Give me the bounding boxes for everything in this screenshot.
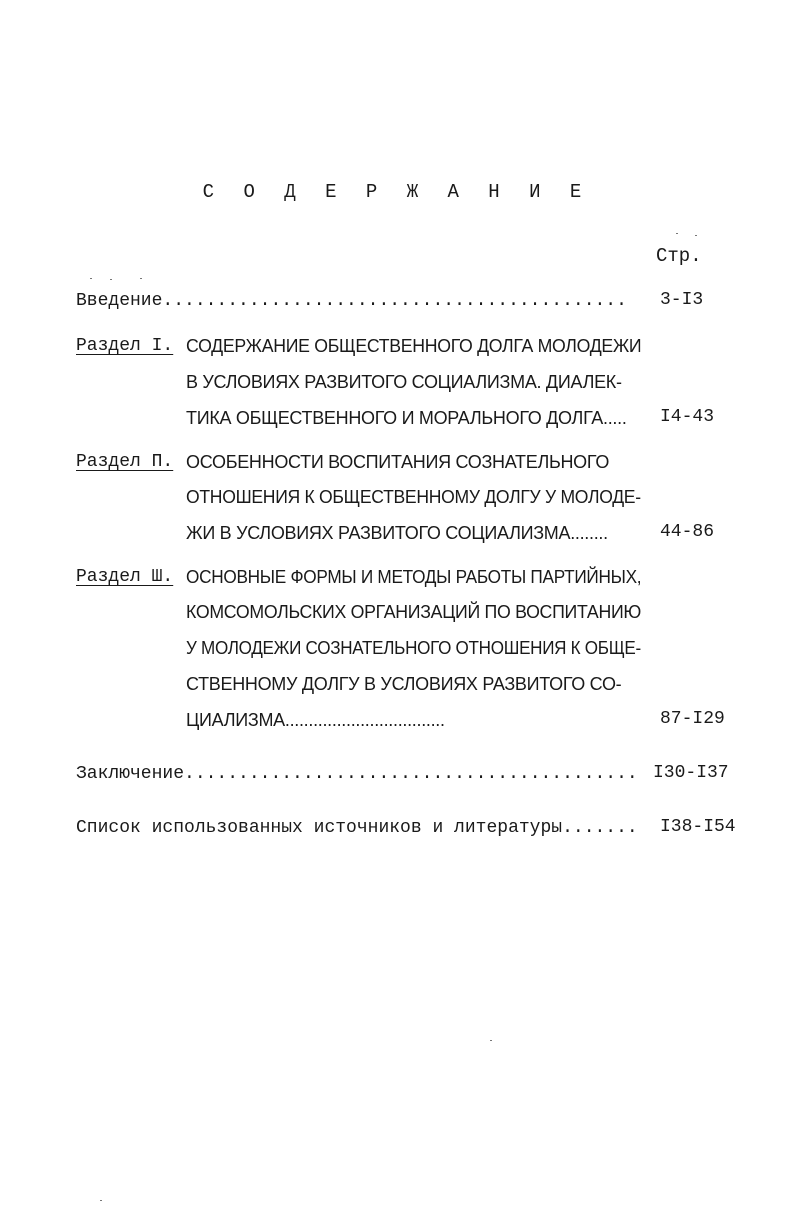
toc-entry-conclusion bbox=[76, 763, 638, 785]
section-title-line: ЖИ В УСЛОВИЯХ РАЗВИТОГО СОЦИАЛИЗМА........ bbox=[186, 523, 608, 543]
section-title-line: СТВЕННОМУ ДОЛГУ В УСЛОВИЯХ РАЗВИТОГО СО- bbox=[186, 674, 622, 694]
section-title-line: В УСЛОВИЯХ РАЗВИТОГО СОЦИАЛИЗМА. ДИАЛЕК- bbox=[186, 372, 622, 392]
scan-speck bbox=[90, 278, 92, 279]
page-range: 87-I29 bbox=[660, 709, 725, 729]
page-column-header: Стр. bbox=[656, 245, 702, 267]
section-title-line: ОСОБЕННОСТИ ВОСПИТАНИЯ СОЗНАТЕЛЬНОГО bbox=[186, 452, 610, 472]
section-title-line: ЦИАЛИЗМА.................................. bbox=[186, 710, 445, 730]
dot-leader: .......................................... bbox=[184, 764, 638, 784]
dot-leader: ........................................... bbox=[162, 291, 627, 311]
section-title-line: КОМСОМОЛЬСКИХ ОРГАНИЗАЦИЙ ПО ВОСПИТАНИЮ bbox=[186, 602, 642, 622]
section-title-line: ОСНОВНЫЕ ФОРМЫ И МЕТОДЫ РАБОТЫ ПАРТИЙНЫХ, bbox=[186, 567, 642, 587]
page-range: 44-86 bbox=[660, 522, 715, 542]
entry-label: Введение bbox=[76, 291, 163, 311]
scan-speck bbox=[100, 1200, 102, 1201]
toc-entry-section-1 bbox=[76, 335, 173, 357]
toc-entry-section-2 bbox=[76, 451, 173, 473]
toc-title: С О Д Е Р Ж А Н И Е bbox=[202, 181, 591, 203]
scan-speck bbox=[110, 279, 112, 280]
dot-leader: ....... bbox=[562, 818, 638, 838]
section-label: Раздел Ш. bbox=[76, 567, 174, 587]
scan-speck bbox=[676, 233, 678, 234]
section-title-line: У МОЛОДЕЖИ СОЗНАТЕЛЬНОГО ОТНОШЕНИЯ К ОБЩЕ- bbox=[186, 638, 641, 658]
section-title-line: ТИКА ОБЩЕСТВЕННОГО И МОРАЛЬНОГО ДОЛГА..... bbox=[186, 408, 627, 428]
page-range: 3-I3 bbox=[660, 290, 704, 310]
page-range: I30-I37 bbox=[653, 763, 729, 783]
section-label: Раздел П. bbox=[76, 452, 174, 472]
section-title-line: СОДЕРЖАНИЕ ОБЩЕСТВЕННОГО ДОЛГА МОЛОДЕЖИ bbox=[186, 336, 642, 356]
entry-label: Заключение bbox=[76, 764, 185, 784]
scan-speck bbox=[490, 1040, 492, 1041]
page-range: I4-43 bbox=[660, 407, 715, 427]
scan-speck bbox=[695, 235, 697, 236]
section-label: Раздел I. bbox=[76, 336, 174, 356]
toc-entry-introduction bbox=[76, 290, 627, 312]
page-range: I38-I54 bbox=[660, 817, 736, 837]
section-title-line: ОТНОШЕНИЯ К ОБЩЕСТВЕННОМУ ДОЛГУ У МОЛОДЕ- bbox=[186, 487, 641, 507]
entry-label: Список использованных источников и литературы bbox=[76, 818, 563, 838]
toc-entry-section-3 bbox=[76, 566, 173, 588]
toc-entry-bibliography bbox=[76, 817, 638, 839]
scan-speck bbox=[140, 278, 142, 279]
